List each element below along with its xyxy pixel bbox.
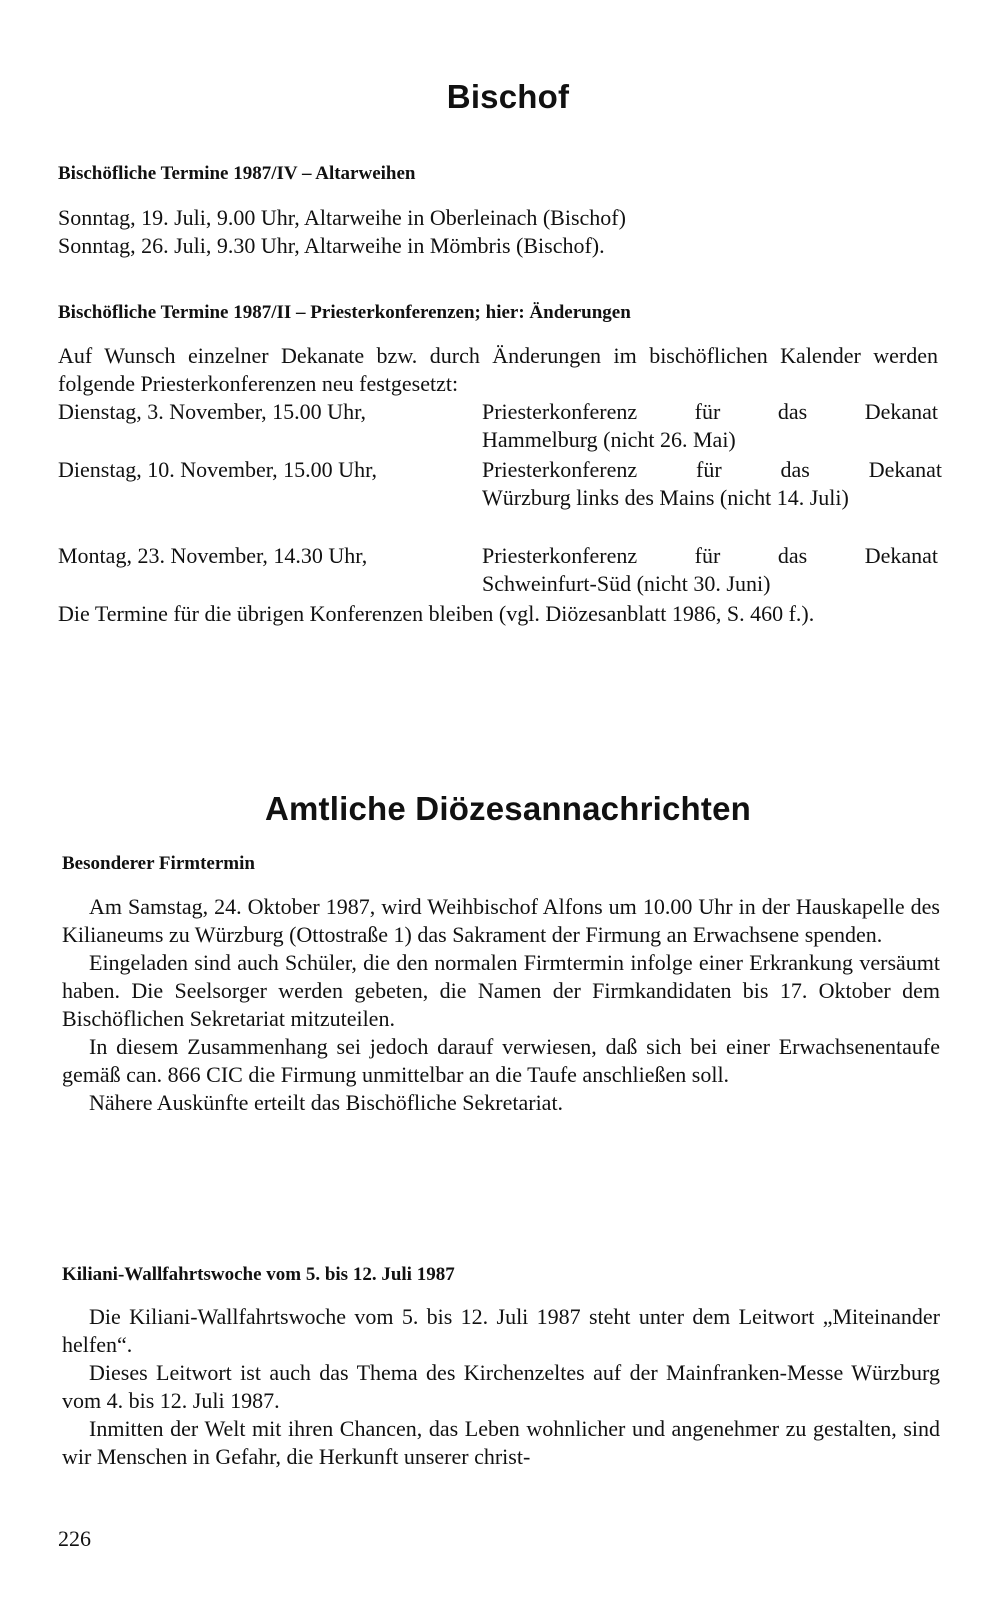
schedule-description [482, 398, 938, 454]
priesterkonferenzen-intro: Auf Wunsch einzelner Dekanate bzw. durch Änderungen im bischöflichen Kalender werden folgende Priesterkonferenzen neu festgesetzt: [58, 343, 938, 396]
section-title-bischof: Bischof [446, 78, 570, 115]
schedule-line-1: Priesterkonferenz für das Dekanat [482, 399, 938, 424]
schedule-description [482, 542, 938, 598]
schedule-line-2: Hammelburg (nicht 26. Mai) [482, 427, 736, 452]
firmtermin-paragraph: Nähere Auskünfte erteilt das Bischöfliche Sekretariat. [89, 1090, 564, 1115]
heading-priesterkonferenzen: Bischöfliche Termine 1987/II – Priesterkonferenzen; hier: Änderungen [58, 302, 631, 323]
schedule-line-1: Priesterkonferenz für das Dekanat [482, 457, 942, 482]
page-number: 226 [58, 1526, 91, 1551]
wallfahrt-paragraph: Die Kiliani-Wallfahrtswoche vom 5. bis 12. Juli 1987 steht unter dem Leitwort „Miteinander helfen“. [62, 1304, 940, 1357]
heading-wallfahrt: Kiliani-Wallfahrtswoche vom 5. bis 12. Juli 1987 [62, 1264, 455, 1285]
altarweihe-line-1: Sonntag, 19. Juli, 9.00 Uhr, Altarweihe in Oberleinach (Bischof) [58, 205, 626, 230]
firmtermin-body [62, 893, 940, 1117]
heading-firmtermin: Besonderer Firmtermin [62, 853, 255, 874]
firmtermin-paragraph: Am Samstag, 24. Oktober 1987, wird Weihbischof Alfons um 10.00 Uhr in der Hauskapelle des Kilianeums zu Würzburg (Ottostraße 1) das Sakrament der Firmung an Erwachsene spenden. [62, 894, 940, 947]
schedule-line-2: Würzburg links des Mains (nicht 14. Juli) [482, 485, 849, 510]
schedule-description [482, 456, 942, 512]
schedule-date: Dienstag, 3. November, 15.00 Uhr, [58, 399, 367, 424]
wallfahrt-paragraph: Inmitten der Welt mit ihren Chancen, das Leben wohnlicher und angenehmer zu gestalten, sind wir Menschen in Gefahr, die Herkunft unserer christ- [62, 1416, 940, 1469]
schedule-date: Dienstag, 10. November, 15.00 Uhr, [58, 457, 378, 482]
firmtermin-paragraph: Eingeladen sind auch Schüler, die den normalen Firmtermin infolge einer Erkrankung versäumt haben. Die Seelsorger werden gebeten, die Namen der Firmkandidaten bis 17. Oktober dem Bischöflichen Sekretariat mitzuteilen. [62, 950, 940, 1031]
altarweihe-line-2: Sonntag, 26. Juli, 9.30 Uhr, Altarweihe in Mömbris (Bischof). [58, 233, 605, 258]
schedule-date: Montag, 23. November, 14.30 Uhr, [58, 543, 368, 568]
schedule-line-1: Priesterkonferenz für das Dekanat [482, 543, 938, 568]
schedule-line-2: Schweinfurt-Süd (nicht 30. Juni) [482, 571, 771, 596]
section-title-amtliche: Amtliche Diözesannachrichten [264, 790, 752, 827]
wallfahrt-body [62, 1303, 940, 1471]
firmtermin-paragraph: In diesem Zusammenhang sei jedoch darauf verwiesen, daß sich bei einer Erwachsenentaufe gemäß can. 866 CIC die Firmung unmittelbar an die Taufe anschließen soll. [62, 1034, 940, 1087]
heading-altarweihen: Bischöfliche Termine 1987/IV – Altarweihen [58, 163, 416, 184]
wallfahrt-paragraph: Dieses Leitwort ist auch das Thema des Kirchenzeltes auf der Mainfranken-Messe Würzburg vom 4. bis 12. Juli 1987. [62, 1360, 940, 1413]
priesterkonferenzen-closing: Die Termine für die übrigen Konferenzen bleiben (vgl. Diözesanblatt 1986, S. 460 f.). [58, 601, 815, 626]
